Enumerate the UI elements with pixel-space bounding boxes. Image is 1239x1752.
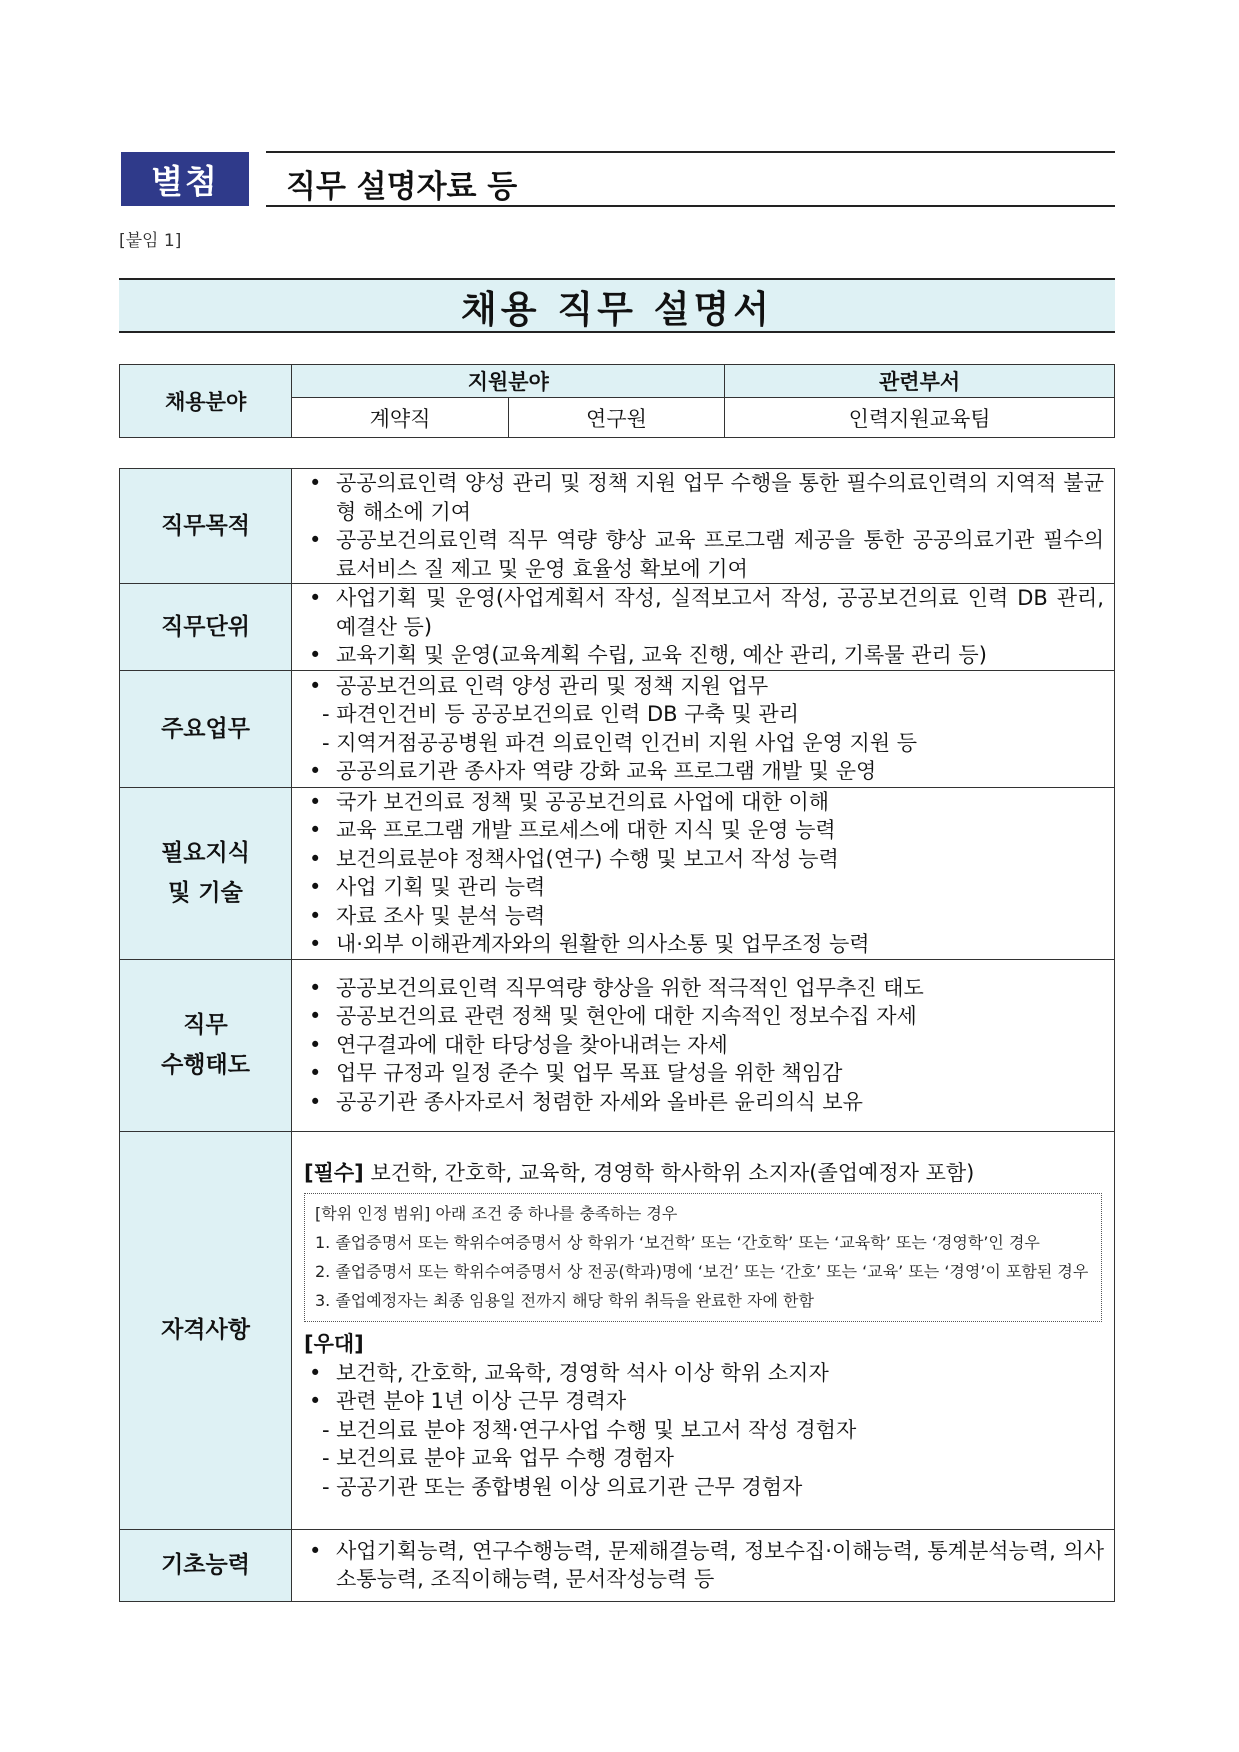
list-subitem: - 보건의료 분야 교육 업무 수행 경험자 bbox=[322, 1446, 674, 1471]
attitude-label bbox=[120, 959, 292, 1131]
unit-content bbox=[292, 584, 1115, 671]
list-item: • 사업기획능력, 연구수행능력, 문제해결능력, 정보수집·이해능력, 통계분석능력, 의사소통능력, 조직이해능력, 문서작성능력 등 bbox=[304, 1537, 1104, 1594]
list-item: • 연구결과에 대한 타당성을 찾아내려는 자세 bbox=[304, 1031, 1104, 1060]
list-item: • 내·외부 이해관계자와의 원활한 의사소통 및 업무조정 능력 bbox=[304, 930, 1104, 959]
unit-row bbox=[120, 584, 1115, 671]
attachment-label: [붙임 1] bbox=[119, 231, 182, 251]
knowledge-label-line1: 필요지식 bbox=[161, 840, 250, 866]
preferred-tag: [우대] bbox=[304, 1332, 364, 1357]
list-subitem: - 보건의료 분야 정책·연구사업 수행 및 보고서 작성 경험자 bbox=[322, 1417, 857, 1442]
tasks-label: 주요업무 bbox=[120, 670, 292, 787]
list-subitem: - 지역거점공공병원 파견 의료인력 인건비 지원 사업 운영 지원 등 bbox=[322, 730, 918, 755]
position-cell: 연구원 bbox=[508, 398, 724, 438]
list-item: • 보건의료분야 정책사업(연구) 수행 및 보고서 작성 능력 bbox=[304, 845, 1104, 874]
department-header: 관련부서 bbox=[725, 365, 1115, 398]
list-item: • 공공보건의료 인력 양성 관리 및 정책 지원 업무 bbox=[304, 672, 1104, 701]
attitude-row bbox=[120, 959, 1115, 1131]
list-item: • 공공의료기관 종사자 역량 강화 교육 프로그램 개발 및 운영 bbox=[304, 757, 1104, 786]
basic-ability-row bbox=[120, 1529, 1115, 1601]
list-subitem: - 파견인건비 등 공공보건의료 인력 DB 구축 및 관리 bbox=[322, 702, 799, 726]
document-title: 채용 직무 설명서 bbox=[461, 287, 773, 331]
contract-type-cell: 계약직 bbox=[292, 398, 508, 438]
list-subitem: - 공공기관 또는 종합병원 이상 의료기관 근무 경험자 bbox=[322, 1474, 803, 1499]
list-item: • 자료 조사 및 분석 능력 bbox=[304, 902, 1104, 931]
attitude-content bbox=[292, 959, 1115, 1131]
purpose-row bbox=[120, 469, 1115, 584]
list-item: • 교육 프로그램 개발 프로세스에 대한 지식 및 운영 능력 bbox=[304, 816, 1104, 845]
recruitment-field-label: 채용분야 bbox=[120, 365, 292, 438]
department-cell: 인력지원교육팀 bbox=[725, 398, 1115, 438]
degree-box-title: [학위 인정 범위] 아래 조건 중 하나를 충족하는 경우 bbox=[315, 1204, 678, 1224]
degree-recognition-box bbox=[304, 1193, 1102, 1322]
document-title-bar bbox=[119, 278, 1115, 333]
list-item: • 공공보건의료인력 직무 역량 향상 교육 프로그램 제공을 통한 공공의료기관 필수의료서비스 질 제고 및 운영 효율성 확보에 기여 bbox=[304, 526, 1104, 583]
attitude-label-line2: 수행태도 bbox=[161, 1052, 250, 1078]
list-item: • 공공보건의료인력 직무역량 향상을 위한 적극적인 업무추진 태도 bbox=[304, 974, 1104, 1003]
attachment-badge: 별첨 bbox=[121, 152, 249, 206]
list-item: • 보건학, 간호학, 교육학, 경영학 석사 이상 학위 소지자 bbox=[304, 1359, 1104, 1388]
list-item: • 사업기획 및 운영(사업계획서 작성, 실적보고서 작성, 공공보건의료 인력 DB 관리, 예결산 등) bbox=[304, 584, 1104, 641]
required-text: 보건학, 간호학, 교육학, 경영학 학사학위 소지자(졸업예정자 포함) bbox=[363, 1160, 975, 1185]
support-field-header: 지원분야 bbox=[292, 365, 725, 398]
job-description-table bbox=[119, 468, 1115, 1602]
knowledge-label bbox=[120, 787, 292, 959]
purpose-content bbox=[292, 469, 1115, 584]
attitude-label-line1: 직무 bbox=[183, 1012, 228, 1038]
list-item: • 공공의료인력 양성 관리 및 정책 지원 업무 수행을 통한 필수의료인력의 지역적 불균형 해소에 기여 bbox=[304, 469, 1104, 526]
qualification-row bbox=[120, 1131, 1115, 1529]
basic-ability-label: 기초능력 bbox=[120, 1529, 292, 1601]
list-item: • 업무 규정과 일정 준수 및 업무 목표 달성을 위한 책임감 bbox=[304, 1059, 1104, 1088]
list-item: • 사업 기획 및 관리 능력 bbox=[304, 873, 1104, 902]
required-line bbox=[304, 1159, 1104, 1188]
knowledge-label-line2: 및 기술 bbox=[168, 880, 243, 906]
qualification-content bbox=[292, 1131, 1115, 1529]
required-tag: [필수] bbox=[304, 1160, 364, 1185]
list-item: 1. 졸업증명서 또는 학위수여증명서 상 학위가 ‘보건학’ 또는 ‘간호학’ 또는 ‘교육학’ 또는 ‘경영학’인 경우 bbox=[315, 1233, 1040, 1253]
list-item: 3. 졸업예정자는 최종 임용일 전까지 해당 학위 취득을 완료한 자에 한함 bbox=[315, 1291, 814, 1311]
list-item: • 관련 분야 1년 이상 근무 경력자 bbox=[304, 1387, 1104, 1416]
list-item: • 교육기획 및 운영(교육계획 수립, 교육 진행, 예산 관리, 기록물 관리 등) bbox=[304, 641, 1104, 670]
tasks-row bbox=[120, 670, 1115, 787]
qualification-label: 자격사항 bbox=[120, 1131, 292, 1529]
list-item: • 공공보건의료 관련 정책 및 현안에 대한 지속적인 정보수집 자세 bbox=[304, 1002, 1104, 1031]
list-item: 2. 졸업증명서 또는 학위수여증명서 상 전공(학과)명에 ‘보건’ 또는 ‘간호’ 또는 ‘교육’ 또는 ‘경영’이 포함된 경우 bbox=[315, 1262, 1089, 1282]
tasks-content bbox=[292, 670, 1115, 787]
purpose-label: 직무목적 bbox=[120, 469, 292, 584]
list-item: • 공공기관 종사자로서 청렴한 자세와 올바른 윤리의식 보유 bbox=[304, 1088, 1104, 1117]
knowledge-row bbox=[120, 787, 1115, 959]
heading-bar bbox=[266, 151, 1115, 207]
list-item: • 국가 보건의료 정책 및 공공보건의료 사업에 대한 이해 bbox=[304, 788, 1104, 817]
recruitment-field-table bbox=[119, 364, 1115, 438]
knowledge-content bbox=[292, 787, 1115, 959]
heading-title: 직무 설명자료 등 bbox=[286, 169, 518, 205]
basic-ability-content bbox=[292, 1529, 1115, 1601]
unit-label: 직무단위 bbox=[120, 584, 292, 671]
